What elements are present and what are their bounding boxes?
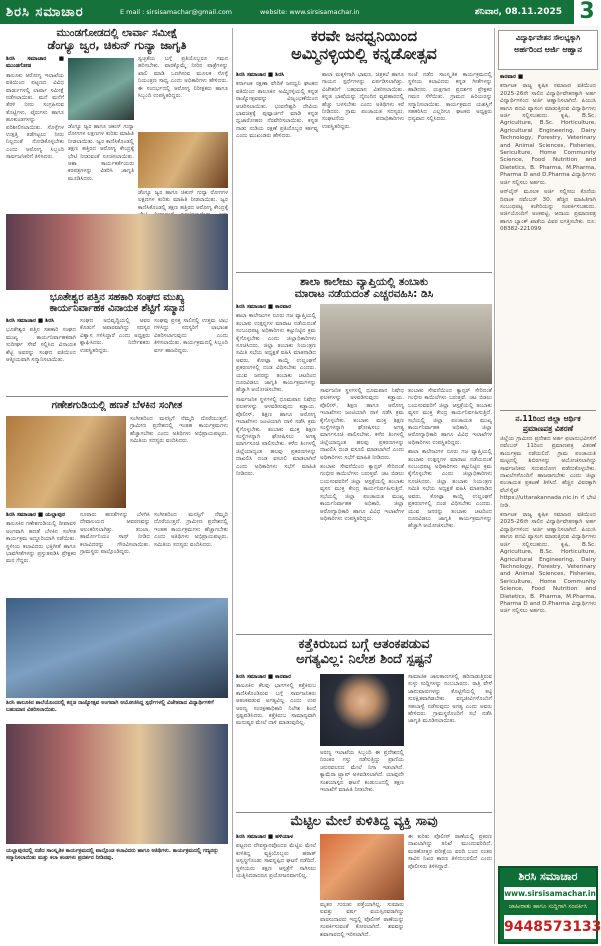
sidebar-text3b: ಕರ್ನಾಟಕ ರಾಜ್ಯ ಕೃಷಿಕ ಸಮಾಜದ ವತಿಯಿಂದ 2025-26ನೇ ಸಾಲಿನ ವಿದ್ಯಾರ್ಥಿವೇತನಕ್ಕಾಗಿ ಅರ್ಹ ವಿದ್ಯಾರ್ಥಿಗಳಿಂದ ಅರ್ಜಿ ಆಹ್ವಾನಿಸಲಾಗಿದೆ. ಪಿಯುಸಿ ಹಾಗೂ ಪದವಿ ವ್ಯಾಸಂಗ ಮಾಡುತ್ತಿರುವ ವಿದ್ಯಾರ್ಥಿಗಳು ಅರ್ಜಿ ಸಲ್ಲಿಸಬಹುದು. ಕೃಷಿ, B.Sc. Agriculture, B.Sc. Horticulture, Agricultural Engineering, Dairy Technology, Forestry, Veterinary and Animal Sciences, Fisheries, Sericulture, Home Community Science, Food Nutrition and Dietetics, B. Pharma, M.Pharma, Pharma D and D.Pharma ವಿದ್ಯಾರ್ಥಿಗಳು ಅರ್ಜಿ ಸಲ್ಲಿಸಲು ಅರ್ಹರು. [500,512,596,615]
caption-prize-distribution: ಶಿರಸಿ ತಾಲೂಕಿನ ಶಾಲೆಯೊಂದರಲ್ಲಿ ಕನ್ನಡ ರಾಜ್ಯೋತ್ಸವ ಅಂಗವಾಗಿ ಆಯೋಜಿಸಿದ್ದ ಸ್ಪರ್ಧೆಗಳಲ್ಲಿ ವಿಜೇತರಾದ ವಿದ್ಯಾರ್ಥಿಗಳಿಗೆ ಬಹುಮಾನ ವಿತರಿಸಲಾಯಿತು. [6,700,214,713]
ad-website[interactable]: www.sirsisamachar.in [504,889,596,898]
sidebar-body3 [500,436,596,860]
story4-headline-line1: ಕರವೇ ಜನಧ್ವನಿಯಿಂದ [310,27,418,45]
story3-text1: ತಾಲೂಕಿನ ಗಣೇಶಗುಡಿಯಲ್ಲಿ ದೀಪಾವಳಿ ಅಂಗವಾಗಿ ಹಣತೆ ಬೆಳಕಿನ ಸಂಗೀತ ಕಾರ್ಯಕ್ರಮ ಅದ್ದೂರಿಯಾಗಿ ನಡೆಯಿತು. ಸ್ಥಳೀಯ ಕಲಾವಿದರು ಭಕ್ತಿಗೀತೆ ಹಾಗೂ ಭಾವಗೀತೆಗಳನ್ನು ಪ್ರಸ್ತುತಪಡಿಸಿ ಪ್ರೇಕ್ಷಕರ ಮನ ಗೆದ್ದರು. [6,521,76,565]
story3-text2: ನೂರಾರು ಹಣತೆಗಳನ್ನು ಬೆಳಗಿಸಿ ದೇವಾಲಯದ ಆವರಣವನ್ನು ಅಲಂಕರಿಸಲಾಗಿತ್ತು. ತಬಲಾ, ಹಾರ್ಮೋನಿಯಂ ಸಾಥ್ ನೀಡಿದ ಕಲಾವಿದರನ್ನು ಗೌರವಿಸಲಾಯಿತು. ಗ್ರಾಮಸ್ಥರು ಪಾಲ್ಗೊಂಡಿದ್ದರು. [80,512,150,556]
story4-text2: ಶಾಲಾ ಮಕ್ಕಳಿಗಾಗಿ ಭಾಷಣ, ಚಿತ್ರಕಲೆ ಹಾಗೂ ಗಾಯನ ಸ್ಪರ್ಧೆಗಳನ್ನು ಏರ್ಪಡಿಸಲಾಗಿತ್ತು. ವಿಜೇತರಿಗೆ ಬಹುಮಾನ ವಿತರಿಸಲಾಯಿತು. ಕನ್ನಡ ಭಾಷೆಯನ್ನು ದೈನಂದಿನ ವ್ಯವಹಾರದಲ್ಲಿ ಹೆಚ್ಚು ಬಳಸಬೇಕು ಎಂದು ಅತಿಥಿಗಳು ಕರೆ ನೀಡಿದರು. ಗ್ರಾಮ ಪಂಚಾಯತ ಸದಸ್ಯರು, ಸಂಘಟನೆಯ ಪದಾಧಿಕಾರಿಗಳು ಉಪಸ್ಥಿತರಿದ್ದರು. [322,72,404,130]
story2-headline-line1: ಭೂತೇಶ್ವರ ಪತ್ತಿನ ಸಹಕಾರಿ ಸಂಘದ ಮುಖ್ಯ [49,292,185,303]
story2-text1: ಭೂತೇಶ್ವರ ಪತ್ತಿನ ಸಹಕಾರಿ ಸಂಘದ ಮುಖ್ಯ ಕಾರ್ಯನಿರ್ವಾಹಕರಾಗಿ ಸುದೀರ್ಘ ಸೇವೆ ಸಲ್ಲಿಸಿದ ವಿನಾಯಕ ಶೆಟ್ಟಿ ಅವರನ್ನು ಸಂಘದ ವತಿಯಿಂದ ಆತ್ಮೀಯವಾಗಿ ಸನ್ಮಾನಿಸಲಾಯಿತು. [6,327,76,364]
story5-text2b: ತಂಬಾಕು ಸೇವನೆಯಿಂದ ಕ್ಯಾನ್ಸರ್ ಸೇರಿದಂತೆ ಗಂಭೀರ ಕಾಯಿಲೆಗಳು ಬರುತ್ತವೆ. ಚಟ ಬಿಡಲು ಬಯಸುವವರಿಗೆ ಜಿಲ್ಲಾ ಆಸ್ಪತ್ರೆಯಲ್ಲಿ ತಂಬಾಕು ವ್ಯಸನ ಮುಕ್ತ ಕೇಂದ್ರ ಕಾರ್ಯನಿರ್ವಹಿಸುತ್ತಿದೆ. ಸಭೆಯಲ್ಲಿ ಜಿಲ್ಲಾ ಪಂಚಾಯತ ಮುಖ್ಯ ಕಾರ್ಯನಿರ್ವಾಹಕ ಅಧಿಕಾರಿ, ಜಿಲ್ಲಾ ಆರೋಗ್ಯಾಧಿಕಾರಿ ಹಾಗೂ ವಿವಿಧ ಇಲಾಖೆಗಳ ಅಧಿಕಾರಿಗಳು ಉಪಸ್ಥಿತರಿದ್ದರು. [320,464,404,522]
story7-headline: ಮೆಟ್ಟಿಲ ಮೇಲೆ ಕುಳಿತಿದ್ದ ವ್ಯಕ್ತಿ ಸಾವು [290,814,438,829]
story1-col3b [138,190,228,210]
story6-text3: ಸಾಮಾಜಿಕ ಜಾಲತಾಣಗಳಲ್ಲಿ ಹರಿದಾಡುತ್ತಿರುವ ಸುಳ್ಳು ಸುದ್ದಿಗಳನ್ನು ನಂಬಬಾರದು. ರಾತ್ರಿ ವೇಳೆ ಜಾನುವಾರುಗಳನ್ನು ಕೊಟ್ಟಿಗೆಯಲ್ಲಿ ಕಟ್ಟಿ ಸುರಕ್ಷಿತವಾಗಿಡಬೇಕು. ವನ್ಯಜೀವಿಗಳೊಂದಿಗೆ ಸಹಬಾಳ್ವೆ ನಡೆಸುವುದು ಅಗತ್ಯ ಎಂದು ಅವರು ಹೇಳಿದರು. ಗ್ರಾಮಸ್ಥರೊಂದಿಗೆ ಸಭೆ ನಡೆಸಿ ಜಾಗೃತಿ ಮೂಡಿಸಲಾಯಿತು. [408,674,492,725]
story4-col1 [236,72,318,268]
story7-col1 [236,834,316,934]
story1-photo-survey [138,132,228,188]
story1-photo-team [68,58,134,120]
story7-photo-scene [320,834,404,900]
ad-phone[interactable]: 9448573133 [504,915,596,939]
sidebar-title-line1: ವಿದ್ಯಾರ್ಥಿವೇತನ ಸೌಲಭ್ಯಕ್ಕಾಗಿ [515,34,581,42]
sidebar-divider [500,410,596,411]
story1-text2: ಡೆಂಗ್ಯೂ ಜ್ವರ ಹಾಗೂ ಚಿಕುನ್ ಗುನ್ಯಾ ರೋಗಗಳ ಲಕ್ಷಣಗಳ ಕುರಿತು ಮಾಹಿತಿ ನೀಡಲಾಯಿತು. ಜ್ವರ ಕಾಣಿಸಿಕೊಂಡಲ್ಲಿ ತಕ್ಷಣ ಹತ್ತಿರದ ಆರೋಗ್ಯ ಕೇಂದ್ರಕ್ಕೆ ಭೇಟಿ ನೀಡುವಂತೆ ಸೂಚಿಸಲಾಯಿತು. ಆಶಾ ಕಾರ್ಯಕರ್ತೆಯರು ಕರಪತ್ರಗಳನ್ನು ವಿತರಿಸಿ ಜಾಗೃತಿ ಮೂಡಿಸಿದರು. [68,124,134,182]
ad-brand: ಶಿರಸಿ ಸಮಾಚಾರ [518,870,578,883]
story6-col2 [320,750,404,808]
story6-dateline: ಶಿರಸಿ ಸಮಾಚಾರ ■ ಕಾರವಾರ [236,674,292,680]
story3-photo-concert [6,416,126,508]
divider-story7 [236,812,492,813]
story6-headline-line2: ಅಗತ್ಯವಿಲ್ಲ: ನಿಲೇಶ ಶಿಂದೆ ಸ್ಪಷ್ಟನೆ [296,651,432,667]
story2-col3 [154,318,228,392]
story6-headline-line1: ಕತ್ತೆಕಿರುಬದ ಬಗ್ಗೆ ಆತಂಕಪಡುವ [298,637,430,652]
sidebar-text3: ಜಿಲ್ಲೆಯ ಗ್ರಾಮೀಣ ಪ್ರದೇಶದ ಅರ್ಹ ಫಲಾನುಭವಿಗಳಿಗೆ ನವೆಂಬರ್ 11ರಿಂದ ಪ್ರಮಾಣಪತ್ರ ವಿತರಣೆ ಕಾರ್ಯಕ್ರಮ ನಡೆಯಲಿದೆ. ಗ್ರಾಮ ಪಂಚಾಯತಿ ಮಟ್ಟದಲ್ಲಿ ಶಿಬಿರಗಳನ್ನು ಆಯೋಜಿಸಲಾಗಿದ್ದು ಸಾರ್ವಜನಿಕರು ಸದುಪಯೋಗ ಪಡೆದುಕೊಳ್ಳಬೇಕು. ದಾಖಲೆಗಳೊಂದಿಗೆ ಹಾಜರಾಗಬೇಕು ಎಂದು ಜಿಲ್ಲಾ ಪಂಚಾಯತ ಪ್ರಕಟಣೆ ತಿಳಿಸಿದೆ. ಹೆಚ್ಚಿನ ವಿವರಕ್ಕಾಗಿ ವೆಬ್‌ಸೈಟ್ https://uttarakannada.nic.in ಗೆ ಭೇಟಿ ನೀಡಿ. [500,436,596,509]
story6-text2: ಅರಣ್ಯ ಇಲಾಖೆಯ ಸಿಬ್ಬಂದಿ ಈ ಪ್ರದೇಶದಲ್ಲಿ ನಿರಂತರ ಗಸ್ತು ನಡೆಸುತ್ತಿದ್ದು ಪ್ರಾಣಿಯ ಚಲನವಲನದ ಮೇಲೆ ನಿಗಾ ಇಡಲಾಗಿದೆ. ಕ್ಯಾಮೆರಾ ಟ್ರ್ಯಾಪ್ ಅಳವಡಿಸಲಾಗಿದೆ. ಯಾವುದೇ ಸಂಶಯಾಸ್ಪದ ಘಟನೆ ಕಂಡುಬಂದಲ್ಲಿ ತಕ್ಷಣ ಇಲಾಖೆಗೆ ಮಾಹಿತಿ ನೀಡಬೇಕು. [320,750,404,794]
divider-story5 [236,272,492,273]
story4-dateline: ಶಿರಸಿ ಸಮಾಚಾರ ■ ಶಿರಸಿ [236,72,285,78]
sidebar-title2-line2: ಪ್ರಮಾಣಪತ್ರ ವಿತರಣೆ [522,424,574,433]
story5-headline-line1: ಶಾಲಾ ಕಾಲೇಜು ವ್ಯಾಪ್ತಿಯಲ್ಲಿ ತಂಬಾಕು [300,276,428,288]
story2-photo-felicitation [6,214,228,290]
story5-col1 [236,304,316,630]
story1-col1 [6,56,64,210]
story7-text2: ಮೃತರ ಗುರುತು ಪತ್ತೆಯಾಗಿಲ್ಲ. ಸುಮಾರು ಐವತ್ತು ವರ್ಷ ವಯಸ್ಸಿನವರಾಗಿದ್ದು ವಾರಸುದಾರರು ಇದ್ದಲ್ಲಿ ಪೊಲೀಸ್ ಠಾಣೆಯನ್ನು ಸಂಪರ್ಕಿಸುವಂತೆ ಕೋರಲಾಗಿದೆ. ಶವವನ್ನು ಶವಾಗಾರದಲ್ಲಿ ಇರಿಸಲಾಗಿದೆ. [320,902,404,938]
story5-col3 [408,388,492,630]
story5-dateline: ಶಿರಸಿ ಸಮಾಚಾರ ■ ಕಾರವಾರ [236,304,292,310]
story5-headline-line2: ಮಾರಾಟ ನಡೆಯದಂತೆ ಎಚ್ಚರವಹಿಸಿ: ಡಿಸಿ [294,288,434,301]
story2-col1 [6,318,76,392]
story6-headline [236,638,492,668]
story4-col2 [322,72,404,268]
story5-photo-meeting [320,304,492,384]
story6-photo-officer [320,674,404,746]
story5-text3b: ಶಾಲಾ ಕಾಲೇಜುಗಳ ನೂರು ಗಜ ವ್ಯಾಪ್ತಿಯಲ್ಲಿ ತಂಬಾಕು ಉತ್ಪನ್ನಗಳ ಮಾರಾಟ ನಡೆಯದಂತೆ ಸಂಬಂಧಪಟ್ಟ ಅಧಿಕಾರಿಗಳು ಕಟ್ಟುನಿಟ್ಟಿನ ಕ್ರಮ ಕೈಗೊಳ್ಳಬೇಕು ಎಂದು ಜಿಲ್ಲಾಧಿಕಾರಿಗಳು ಸೂಚಿಸಿದರು. ಜಿಲ್ಲಾ ತಂಬಾಕು ನಿಯಂತ್ರಣ ಸಮಿತಿ ಸಭೆಯ ಅಧ್ಯಕ್ಷತೆ ವಹಿಸಿ ಮಾತನಾಡಿದ ಅವರು, ಕೋಟ್ಪಾ ಕಾಯ್ದೆ ಉಲ್ಲಂಘನೆ ಪ್ರಕರಣಗಳಲ್ಲಿ ದಂಡ ವಿಧಿಸಬೇಕು ಎಂದರು. ಯುವ ಜನರನ್ನು ತಂಬಾಕು ಚಟದಿಂದ ದೂರವಿಡಲು ಜಾಗೃತಿ ಕಾರ್ಯಕ್ರಮಗಳನ್ನು ಹೆಚ್ಚಾಗಿ ಆಯೋಜಿಸಬೇಕು. [408,449,492,530]
photo-prize-distribution [6,598,228,698]
story6-text1: ತಾಲೂಕಿನ ಕೆಲವು ಭಾಗಗಳಲ್ಲಿ ಕತ್ತೆಕಿರುಬ ಕಾಣಿಸಿಕೊಂಡಿರುವ ಬಗ್ಗೆ ಸಾರ್ವಜನಿಕರು ಆತಂಕಪಡುವ ಅಗತ್ಯವಿಲ್ಲ ಎಂದು ಉಪ ಅರಣ್ಯ ಸಂರಕ್ಷಣಾಧಿಕಾರಿ ನಿಲೇಶ ಶಿಂದೆ ಸ್ಪಷ್ಟಪಡಿಸಿದರು. ಕತ್ತೆಕಿರುಬ ಸಾಮಾನ್ಯವಾಗಿ ಮನುಷ್ಯರ ಮೇಲೆ ದಾಳಿ ಮಾಡುವುದಿಲ್ಲ. [236,683,316,727]
story2-headline-line2: ಕಾರ್ಯನಿರ್ವಾಹಕ ವಿನಾಯಕ ಶೆಟ್ಟಿಗೆ ಸನ್ಮಾನ [49,303,185,315]
sidebar-title2 [500,414,596,434]
story4-text3: ಸಂಜೆ ನಡೆದ ಸಾಂಸ್ಕೃತಿಕ ಕಾರ್ಯಕ್ರಮದಲ್ಲಿ ಸ್ಥಳೀಯ ಕಲಾವಿದರು ಕನ್ನಡ ಗೀತೆಗಳನ್ನು ಹಾಡಿದರು. ಯಕ್ಷಗಾನ ಪ್ರದರ್ಶನ ಪ್ರೇಕ್ಷಕರ ಗಮನ ಸೆಳೆಯಿತು. ಗ್ರಾಮದ ಹಿರಿಯರನ್ನು ಸನ್ಮಾನಿಸಲಾಯಿತು. ಕಾರ್ಯಕ್ರಮದ ಯಶಸ್ಸಿಗೆ ಸಹಕರಿಸಿದ ಎಲ್ಲರಿಗೂ ಘಟಕದ ಅಧ್ಯಕ್ಷರು ಧನ್ಯವಾದ ಸಲ್ಲಿಸಿದರು. [408,72,492,123]
story6-col3 [408,674,492,808]
story5-col2 [320,388,404,630]
story5-text1: ಶಾಲಾ ಕಾಲೇಜುಗಳ ನೂರು ಗಜ ವ್ಯಾಪ್ತಿಯಲ್ಲಿ ತಂಬಾಕು ಉತ್ಪನ್ನಗಳ ಮಾರಾಟ ನಡೆಯದಂತೆ ಸಂಬಂಧಪಟ್ಟ ಅಧಿಕಾರಿಗಳು ಕಟ್ಟುನಿಟ್ಟಿನ ಕ್ರಮ ಕೈಗೊಳ್ಳಬೇಕು ಎಂದು ಜಿಲ್ಲಾಧಿಕಾರಿಗಳು ಸೂಚಿಸಿದರು. ಜಿಲ್ಲಾ ತಂಬಾಕು ನಿಯಂತ್ರಣ ಸಮಿತಿ ಸಭೆಯ ಅಧ್ಯಕ್ಷತೆ ವಹಿಸಿ ಮಾತನಾಡಿದ ಅವರು, ಕೋಟ್ಪಾ ಕಾಯ್ದೆ ಉಲ್ಲಂಘನೆ ಪ್ರಕರಣಗಳಲ್ಲಿ ದಂಡ ವಿಧಿಸಬೇಕು ಎಂದರು. ಯುವ ಜನರನ್ನು ತಂಬಾಕು ಚಟದಿಂದ ದೂರವಿಡಲು ಜಾಗೃತಿ ಕಾರ್ಯಕ್ರಮಗಳನ್ನು ಹೆಚ್ಚಾಗಿ ಆಯೋಜಿಸಬೇಕು. [236,313,316,394]
story4-text1: ಕರ್ನಾಟಕ ರಕ್ಷಣಾ ವೇದಿಕೆ ಜನಧ್ವನಿ ಘಟಕದ ವತಿಯಿಂದ ತಾಲೂಕಿನ ಅಮ್ಮಿನಳ್ಳಿಯಲ್ಲಿ ಕನ್ನಡ ರಾಜ್ಯೋತ್ಸವವನ್ನು ವಿಜೃಂಭಣೆಯಿಂದ ಆಚರಿಸಲಾಯಿತು. ಭುವನೇಶ್ವರಿ ದೇವಿಯ ಭಾವಚಿತ್ರಕ್ಕೆ ಪುಷ್ಪಾರ್ಚನೆ ಮಾಡಿ ಕನ್ನಡ ಧ್ವಜಾರೋಹಣ ನೆರವೇರಿಸಲಾಯಿತು. ಕನ್ನಡ ನಾಡು ನುಡಿಯ ರಕ್ಷಣೆ ಪ್ರತಿಯೊಬ್ಬರ ಕರ್ತವ್ಯ ಎಂದು ಮುಖಂಡರು ಹೇಳಿದರು. [236,81,318,140]
story1-headline [6,27,228,52]
column-divider-left [232,28,233,878]
story3-col3 [130,416,228,508]
sidebar-body1 [500,74,596,404]
story1-col2 [68,124,134,210]
story3-text2b: ಸಂಗೀತದಿಂದ ಮನಸ್ಸಿಗೆ ನೆಮ್ಮದಿ ದೊರೆಯುತ್ತದೆ. ಗ್ರಾಮೀಣ ಪ್ರದೇಶದಲ್ಲಿ ಇಂತಹ ಕಾರ್ಯಕ್ರಮಗಳು ಹೆಚ್ಚಾಗಬೇಕು ಎಂದು ಅತಿಥಿಗಳು ಅಭಿಪ್ರಾಯಪಟ್ಟರು. ಸಮಿತಿಯ ಸದಸ್ಯರು ವಂದಿಸಿದರು. [154,512,228,548]
story2-col2 [80,318,150,392]
story3-col2b [154,512,228,594]
masthead [0,0,600,24]
story1-col3 [138,56,228,130]
story3-dateline: ಶಿರಸಿ ಸಮಾಚಾರ ■ ಯಲ್ಲಾಪುರ [6,512,65,518]
story5-text3: ತಂಬಾಕು ಸೇವನೆಯಿಂದ ಕ್ಯಾನ್ಸರ್ ಸೇರಿದಂತೆ ಗಂಭೀರ ಕಾಯಿಲೆಗಳು ಬರುತ್ತವೆ. ಚಟ ಬಿಡಲು ಬಯಸುವವರಿಗೆ ಜಿಲ್ಲಾ ಆಸ್ಪತ್ರೆಯಲ್ಲಿ ತಂಬಾಕು ವ್ಯಸನ ಮುಕ್ತ ಕೇಂದ್ರ ಕಾರ್ಯನಿರ್ವಹಿಸುತ್ತಿದೆ. ಸಭೆಯಲ್ಲಿ ಜಿಲ್ಲಾ ಪಂಚಾಯತ ಮುಖ್ಯ ಕಾರ್ಯನಿರ್ವಾಹಕ ಅಧಿಕಾರಿ, ಜಿಲ್ಲಾ ಆರೋಗ್ಯಾಧಿಕಾರಿ ಹಾಗೂ ವಿವಿಧ ಇಲಾಖೆಗಳ ಅಧಿಕಾರಿಗಳು ಉಪಸ್ಥಿತರಿದ್ದರು. [408,388,492,446]
story4-headline-line2: ಅಮ್ಮಿನಳ್ಳಿಯಲ್ಲಿ ಕನ್ನಡೋತ್ಸವ [291,44,437,64]
story6-col1 [236,674,316,808]
story5-text2: ಸಾರ್ವಜನಿಕ ಸ್ಥಳಗಳಲ್ಲಿ ಧೂಮಪಾನ ನಿಷೇಧ ಫಲಕಗಳನ್ನು ಅಳವಡಿಸುವುದು ಕಡ್ಡಾಯ. ಪೊಲೀಸ್, ಶಿಕ್ಷಣ ಹಾಗೂ ಆರೋಗ್ಯ ಇಲಾಖೆಗಳು ಜಂಟಿಯಾಗಿ ದಾಳಿ ನಡೆಸಿ ಕ್ರಮ ಕೈಗೊಳ್ಳಬೇಕು. ತಂಬಾಕು ಮುಕ್ತ ಶಿಕ್ಷಣ ಸಂಸ್ಥೆಗಳನ್ನಾಗಿ ಘೋಷಿಸಲು ಅಗತ್ಯ ಮಾರ್ಗಸೂಚಿ ಪಾಲಿಸಬೇಕು. ಕಳೆದ ತಿಂಗಳಲ್ಲಿ ಜಿಲ್ಲೆಯಾದ್ಯಂತ ಹಲವು ಪ್ರಕರಣಗಳನ್ನು ದಾಖಲಿಸಿ ದಂಡ ವಸೂಲಿ ಮಾಡಲಾಗಿದೆ ಎಂದು ಅಧಿಕಾರಿಗಳು ಸಭೆಗೆ ಮಾಹಿತಿ ನೀಡಿದರು. [320,388,404,461]
caption-cultural-program: ಯಲ್ಲಾಪುರದಲ್ಲಿ ನಡೆದ ಸಾಂಸ್ಕೃತಿಕ ಕಾರ್ಯಕ್ರಮದಲ್ಲಿ ಪಾಲ್ಗೊಂಡ ಕಲಾವಿದರು ಹಾಗೂ ಅತಿಥಿಗಳು. ಕಾರ್ಯಕ್ರಮದಲ್ಲಿ ಗಣ್ಯರನ್ನು ಸನ್ಮಾನಿಸಲಾಯಿತು ಮತ್ತು ಕಲಾ ತಂಡಗಳು ಪ್ರದರ್ಶನ ನೀಡಿದವು. [6,848,219,861]
story3-text3: ಸಂಗೀತದಿಂದ ಮನಸ್ಸಿಗೆ ನೆಮ್ಮದಿ ದೊರೆಯುತ್ತದೆ. ಗ್ರಾಮೀಣ ಪ್ರದೇಶದಲ್ಲಿ ಇಂತಹ ಕಾರ್ಯಕ್ರಮಗಳು ಹೆಚ್ಚಾಗಬೇಕು ಎಂದು ಅತಿಥಿಗಳು ಅಭಿಪ್ರಾಯಪಟ್ಟರು. ಸಮಿತಿಯ ಸದಸ್ಯರು ವಂದಿಸಿದರು. [130,416,228,445]
advertisement[interactable] [498,866,601,944]
story1-text1: ತಾಲೂಕು ಆರೋಗ್ಯ ಇಲಾಖೆಯ ವತಿಯಿಂದ ಪಟ್ಟಣದ ವಿವಿಧ ವಾರ್ಡುಗಳಲ್ಲಿ ಲಾರ್ವಾ ಸಮೀಕ್ಷೆ ನಡೆಸಲಾಯಿತು. ಮನೆ ಮನೆಗೆ ತೆರಳಿ ನೀರು ಸಂಗ್ರಹಿಸುವ ತೊಟ್ಟಿಗಳು, ಟೈರುಗಳು ಹಾಗೂ ಹೂಕುಂಡಗಳನ್ನು ಪರಿಶೀಲಿಸಲಾಯಿತು. ಸೊಳ್ಳೆಗಳ ಉತ್ಪತ್ತಿ ತಡೆಗಟ್ಟಲು ನೀರು ನಿಲ್ಲದಂತೆ ನೋಡಿಕೊಳ್ಳಬೇಕು ಎಂದು ಆರೋಗ್ಯ ಸಿಬ್ಬಂದಿ ಸಾರ್ವಜನಿಕರಿಗೆ ತಿಳಿಸಿದರು. [6,72,64,161]
story1-text3: ಸ್ವಚ್ಛತೆಯ ಬಗ್ಗೆ ಪ್ರತಿಯೊಬ್ಬರೂ ಗಮನ ಹರಿಸಬೇಕು. ವಾರಕ್ಕೊಮ್ಮೆ ನೀರಿನ ಪಾತ್ರೆಗಳನ್ನು ಖಾಲಿ ಮಾಡಿ ಒಣಗಿಸುವ ಮೂಲಕ ಸೊಳ್ಳೆ ನಿಯಂತ್ರಣ ಸಾಧ್ಯ ಎಂದು ಅಧಿಕಾರಿಗಳು ಹೇಳಿದರು. ಈ ಸಂದರ್ಭದಲ್ಲಿ ಆರೋಗ್ಯ ನಿರೀಕ್ಷಕರು ಹಾಗೂ ಸಿಬ್ಬಂದಿ ಉಪಸ್ಥಿತರಿದ್ದರು. [138,56,228,100]
story3-headline: ಗಣೇಶಗುಡಿಯಲ್ಲಿ ಹಣತೆ ಬೆಳಕಿನ ಸಂಗೀತ [51,400,183,411]
masthead-brand: ಶಿರಸಿ ಸಮಾಚಾರ [6,4,84,20]
story2-text2: ಸಂಘದ ಅಭಿವೃದ್ಧಿಯಲ್ಲಿ ಅವರ ಕೊಡುಗೆ ಅಪಾರವಾಗಿದ್ದು ಸದಸ್ಯರ ವಿಶ್ವಾಸ ಗಳಿಸಿದ್ದಾರೆ ಎಂದು ಅಧ್ಯಕ್ಷರು ಶ್ಲಾಘಿಸಿದರು. ನಿರ್ದೇಶಕರು ಉಪಸ್ಥಿತರಿದ್ದರು. [80,318,150,354]
story1-headline-line1: ಮುಂಡಗೋಡದಲ್ಲಿ ಲಾರ್ವಾ ಸಮೀಕ್ಷೆ [56,27,178,39]
story5-headline [236,276,492,300]
story7-dateline: ಶಿರಸಿ ಸಮಾಚಾರ ■ ಹಳಿಯಾಳ [236,834,294,840]
sidebar-dateline: ಕಾರವಾರ ■ [500,74,524,80]
page-number: 3 [574,0,600,24]
sidebar-text2: ಆನ್‌ಲೈನ್ ಮೂಲಕ ಅರ್ಜಿ ಸಲ್ಲಿಸಲು ಕೊನೆಯ ದಿನಾಂಕ ನವೆಂಬರ್ 30. ಹೆಚ್ಚಿನ ಮಾಹಿತಿಗಾಗಿ ಸಂಬಂಧಪಟ್ಟ ಕಚೇರಿಯನ್ನು ಸಂಪರ್ಕಿಸಬಹುದು. ಅರ್ಜಿಯೊಂದಿಗೆ ಅಂಕಪಟ್ಟಿ, ಆದಾಯ ಪ್ರಮಾಣಪತ್ರ ಹಾಗೂ ಬ್ಯಾಂಕ್ ಖಾತೆಯ ವಿವರ ಲಗತ್ತಿಸಬೇಕು. ದೂ: 08382-221099 [500,189,596,233]
story4-headline [236,28,492,64]
story7-text1: ಪಟ್ಟಣದ ದೇವಸ್ಥಾನವೊಂದರ ಮೆಟ್ಟಿಲ ಮೇಲೆ ಕುಳಿತಿದ್ದ ವ್ಯಕ್ತಿಯೊಬ್ಬರು ಹಠಾತ್ ಅಸ್ವಸ್ಥಗೊಂಡು ಸಾವನ್ನಪ್ಪಿದ ಘಟನೆ ನಡೆದಿದೆ. ಸ್ಥಳೀಯರು ತಕ್ಷಣ ಆಸ್ಪತ್ರೆಗೆ ಸಾಗಿಸಲು ಯತ್ನಿಸಿದರಾದರೂ ಪ್ರಯೋಜನವಾಗಲಿಲ್ಲ. [236,843,316,880]
story3-col1 [6,512,76,594]
masthead-email: E mail : sirsisamachar@gmail.com [120,8,233,16]
ad-tagline: ಜಾಹೀರಾತು ಹಾಗೂ ಸುದ್ದಿಗಾಗಿ ಸಂಪರ್ಕಿಸಿ [508,903,588,910]
story1-headline-line2: ಡೆಂಗ್ಯೂ ಜ್ವರ, ಚಿಕುನ್ ಗುನ್ಯಾ ಜಾಗೃತಿ [47,38,187,53]
story3-col2 [80,512,150,594]
story2-text3: ಸಂಘವು ಪ್ರಸಕ್ತ ಸಾಲಿನಲ್ಲಿ ಉತ್ತಮ ಲಾಭ ಗಳಿಸಿದ್ದು ಸದಸ್ಯರಿಗೆ ಲಾಭಾಂಶ ವಿತರಿಸಲಾಗುವುದು ಎಂದು ತಿಳಿಸಲಾಯಿತು. ಕಾರ್ಯಕ್ರಮದಲ್ಲಿ ಸಿಬ್ಬಂದಿ ವರ್ಗ ಹಾಜರಿದ್ದರು. [154,318,228,354]
photo-cultural-program [6,724,228,844]
column-divider-right [494,28,495,944]
sidebar-title [500,34,596,55]
story1-dateline: ಶಿರಸಿ ಸಮಾಚಾರ ■ ಮುಂಡಗೋಡ [6,56,64,70]
story7-col2 [320,902,404,938]
story7-text3: ಈ ಕುರಿತು ಪೊಲೀಸ್ ಠಾಣೆಯಲ್ಲಿ ಪ್ರಕರಣ ದಾಖಲಾಗಿದ್ದು ತನಿಖೆ ಮುಂದುವರಿದಿದೆ. ಮರಣೋತ್ತರ ಪರೀಕ್ಷೆಯ ವರದಿ ಬಂದ ನಂತರ ಸಾವಿನ ನಿಖರ ಕಾರಣ ತಿಳಿದುಬರಲಿದೆ ಎಂದು ಪೊಲೀಸರು ತಿಳಿಸಿದ್ದಾರೆ. [408,834,492,870]
masthead-website: website: www.sirsisamachar.in [260,8,360,16]
divider-story3 [6,396,228,397]
story2-dateline: ಶಿರಸಿ ಸಮಾಚಾರ ■ ಶಿರಸಿ [6,318,55,324]
story1-text3b: ಡೆಂಗ್ಯೂ ಜ್ವರ ಹಾಗೂ ಚಿಕುನ್ ಗುನ್ಯಾ ರೋಗಗಳ ಲಕ್ಷಣಗಳ ಕುರಿತು ಮಾಹಿತಿ ನೀಡಲಾಯಿತು. ಜ್ವರ ಕಾಣಿಸಿಕೊಂಡಲ್ಲಿ ತಕ್ಷಣ ಹತ್ತಿರದ ಆರೋಗ್ಯ ಕೇಂದ್ರಕ್ಕೆ [138,190,228,211]
masthead-date: ಶನಿವಾರ, 08.11.2025 [474,7,562,17]
story4-col3 [408,72,492,268]
story2-headline [6,292,228,315]
sidebar-title-line2: ಅರ್ಹರಿಂದ ಅರ್ಜಿ ಆಹ್ವಾನ [514,45,582,54]
divider-story6 [236,634,492,635]
sidebar-title2-line1: ನ.11ರಿಂದ ಜಿಲ್ಲಾ ಆರ್ಥಿಕ [515,414,581,423]
sidebar-text1: ಕರ್ನಾಟಕ ರಾಜ್ಯ ಕೃಷಿಕ ಸಮಾಜದ ವತಿಯಿಂದ 2025-26ನೇ ಸಾಲಿನ ವಿದ್ಯಾರ್ಥಿವೇತನಕ್ಕಾಗಿ ಅರ್ಹ ವಿದ್ಯಾರ್ಥಿಗಳಿಂದ ಅರ್ಜಿ ಆಹ್ವಾನಿಸಲಾಗಿದೆ. ಪಿಯುಸಿ ಹಾಗೂ ಪದವಿ ವ್ಯಾಸಂಗ ಮಾಡುತ್ತಿರುವ ವಿದ್ಯಾರ್ಥಿಗಳು ಅರ್ಜಿ ಸಲ್ಲಿಸಬಹುದು. ಕೃಷಿ, B.Sc. Agriculture, B.Sc. Horticulture, Agricultural Engineering, Dairy Technology, Forestry, Veterinary and Animal Sciences, Fisheries, Sericulture, Home Community Science, Food Nutrition and Dietetics, B. Pharma, M.Pharma, Pharma D and D.Pharma ವಿದ್ಯಾರ್ಥಿಗಳು ಅರ್ಜಿ ಸಲ್ಲಿಸಲು ಅರ್ಹರು. [500,83,596,186]
story5-text1b: ಸಾರ್ವಜನಿಕ ಸ್ಥಳಗಳಲ್ಲಿ ಧೂಮಪಾನ ನಿಷೇಧ ಫಲಕಗಳನ್ನು ಅಳವಡಿಸುವುದು ಕಡ್ಡಾಯ. ಪೊಲೀಸ್, ಶಿಕ್ಷಣ ಹಾಗೂ ಆರೋಗ್ಯ ಇಲಾಖೆಗಳು ಜಂಟಿಯಾಗಿ ದಾಳಿ ನಡೆಸಿ ಕ್ರಮ ಕೈಗೊಳ್ಳಬೇಕು. ತಂಬಾಕು ಮುಕ್ತ ಶಿಕ್ಷಣ ಸಂಸ್ಥೆಗಳನ್ನಾಗಿ ಘೋಷಿಸಲು ಅಗತ್ಯ ಮಾರ್ಗಸೂಚಿ ಪಾಲಿಸಬೇಕು. ಕಳೆದ ತಿಂಗಳಲ್ಲಿ ಜಿಲ್ಲೆಯಾದ್ಯಂತ ಹಲವು ಪ್ರಕರಣಗಳನ್ನು ದಾಖಲಿಸಿ ದಂಡ ವಸೂಲಿ ಮಾಡಲಾಗಿದೆ ಎಂದು ಅಧಿಕಾರಿಗಳು ಸಭೆಗೆ ಮಾಹಿತಿ ನೀಡಿದರು. [236,396,316,477]
story7-col3 [408,834,492,934]
